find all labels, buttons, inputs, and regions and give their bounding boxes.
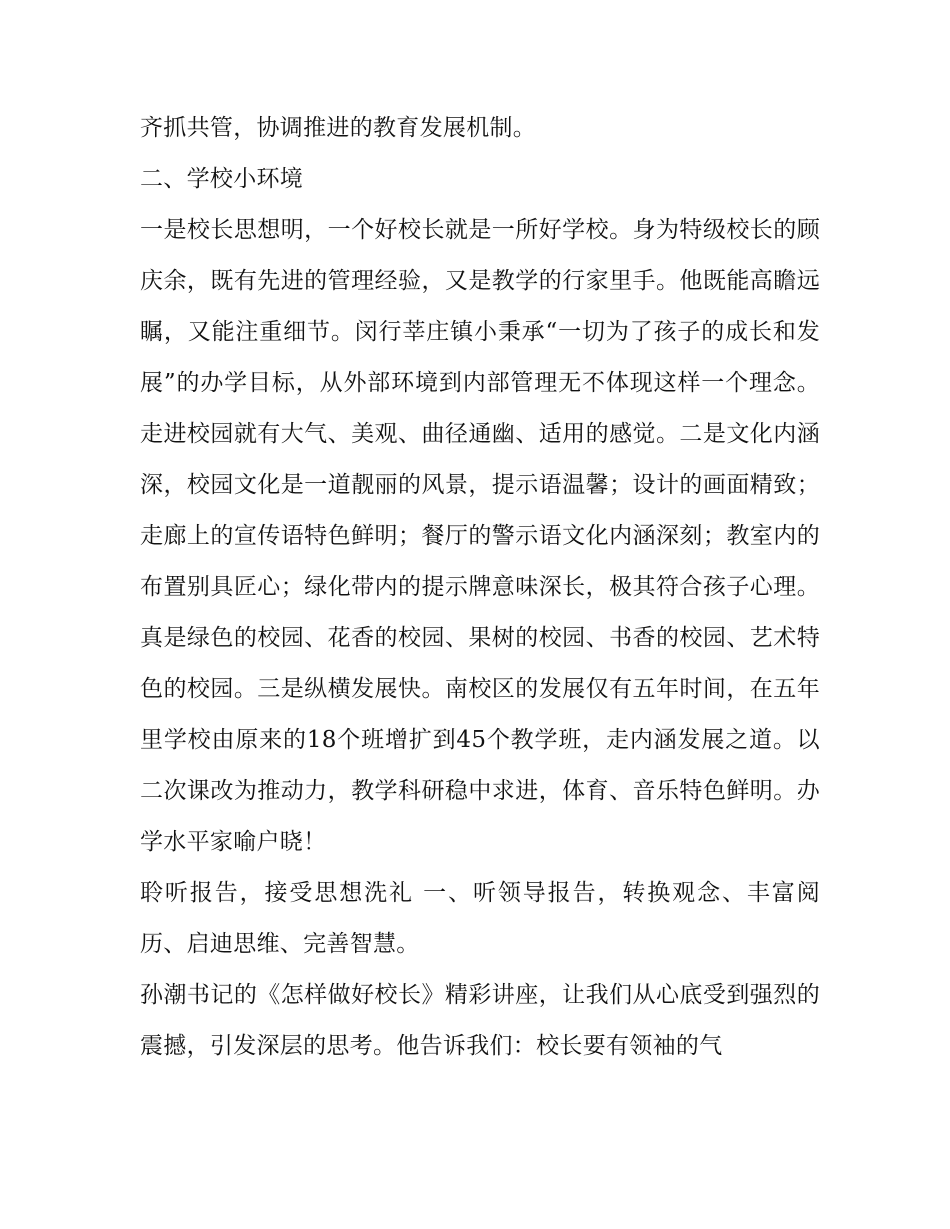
section-heading-school-environment: 二、学校小环境	[140, 166, 304, 192]
paragraph-lecture: 孙潮书记的《怎样做好校长》精彩讲座，让我们从心底受到强烈的震撼，引发深层的思考。他告诉我们：校长要有领袖的气	[140, 982, 820, 1059]
document-body	[140, 103, 820, 1072]
paragraph-report-heading: 聆听报告，接受思想洗礼 一、听领导报告，转换观念、丰富阅历、启迪思维、完善智慧。	[140, 880, 820, 957]
paragraph-school-description: 一是校长思想明，一个好校长就是一所好学校。身为特级校长的顾庆余，既有先进的管理经验，又是教学的行家里手。他既能高瞻远瞩，又能注重细节。闵行莘庄镇小秉承“一切为了孩子的成长和发展”的办学目标，从外部环境到内部管理无不体现这样一个理念。走进校园就有大气、美观、曲径通幽、适用的感觉。二是文化内涵深，校园文化是一道靓丽的风景，提示语温馨；设计的画面精致；走廊上的宣传语特色鲜明；餐厅的警示语文化内涵深刻；教室内的布置别具匠心；绿化带内的提示牌意味深长，极其符合孩子心理。真是绿色的校园、花香的校园、果树的校园、书香的校园、艺术特色的校园。三是纵横发展快。南校区的发展仅有五年时间，在五年里学校由原来的18个班增扩到45个教学班，走内涵发展之道。以二次课改为推动力，教学科研稳中求进，体育、音乐特色鲜明。办学水平家喻户晓！	[140, 217, 820, 855]
paragraph-mechanism: 齐抓共管，协调推进的教育发展机制。	[140, 115, 537, 141]
